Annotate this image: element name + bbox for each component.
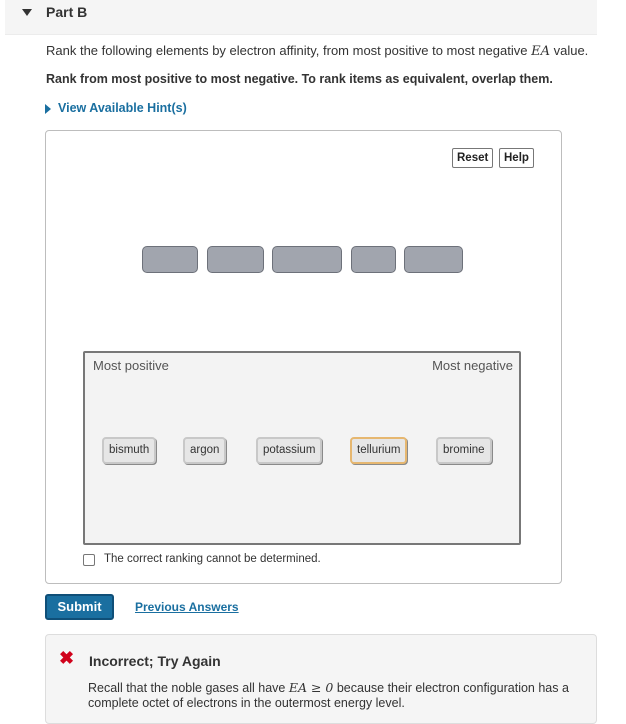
cannot-determine-label: The correct ranking cannot be determined. (104, 553, 321, 565)
instruction-text: Rank from most positive to most negative. To rank items as equivalent, overlap them. (46, 72, 553, 86)
question-text-start: Rank the following elements by electron affinity, from most positive to most negative (46, 43, 532, 58)
feedback-math: EA ≥ 0 (288, 680, 334, 695)
view-hints-link[interactable] (45, 101, 187, 115)
view-hints-label: View Available Hint(s) (58, 101, 187, 115)
chip-tellurium[interactable]: tellurium (350, 437, 407, 464)
submit-button[interactable]: Submit (45, 594, 114, 620)
chip-potassium[interactable]: potassium (256, 437, 322, 464)
ranking-slot[interactable] (404, 246, 463, 273)
ranking-slot[interactable] (272, 246, 342, 273)
reset-button[interactable]: Reset (452, 148, 493, 168)
feedback-title: Incorrect; Try Again (89, 653, 221, 669)
chip-bromine[interactable]: bromine (436, 437, 492, 464)
most-positive-label: Most positive (93, 358, 169, 373)
previous-answers-link[interactable]: Previous Answers (135, 600, 239, 614)
cannot-determine-checkbox[interactable] (83, 554, 95, 566)
most-negative-label: Most negative (432, 358, 513, 373)
caret-right-icon (45, 104, 51, 114)
ranking-slot[interactable] (351, 246, 396, 273)
ranking-drop-zone[interactable] (83, 351, 521, 545)
question-math: EA (531, 44, 550, 59)
part-title: Part B (46, 4, 88, 20)
ranking-slot[interactable] (207, 246, 264, 273)
x-icon: ✖ (59, 648, 75, 668)
ranking-slot[interactable] (142, 246, 198, 273)
part-header[interactable] (5, 0, 597, 35)
help-button[interactable]: Help (499, 148, 534, 168)
question-text (46, 43, 588, 59)
chip-argon[interactable]: argon (183, 437, 226, 464)
feedback-text (88, 680, 588, 711)
feedback-panel (45, 634, 597, 724)
caret-down-icon[interactable] (22, 9, 32, 16)
question-text-end: value. (549, 43, 589, 58)
ranking-workspace (45, 130, 562, 584)
feedback-text-start: Recall that the noble gases all have (88, 681, 289, 695)
feedback-text-end: because their electron configuration has a complete octet of electrons in the outermost energy level. (88, 681, 569, 710)
chip-bismuth[interactable]: bismuth (102, 437, 156, 464)
